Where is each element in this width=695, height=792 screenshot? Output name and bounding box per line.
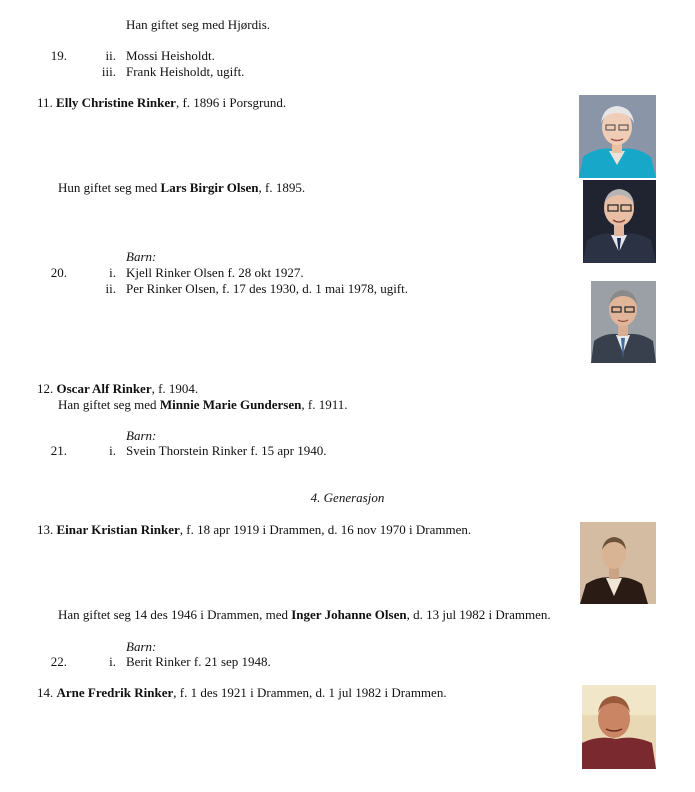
spouse-details: , f. 1895.	[258, 180, 306, 195]
child-roman: ii.	[105, 281, 116, 296]
spouse-line	[58, 180, 305, 196]
spouse-prefix: Han giftet seg 14 des 1946 i Drammen, med	[58, 607, 292, 622]
child-number: 20.	[50, 265, 67, 280]
person-heading	[37, 522, 471, 538]
spouse-prefix: Hun giftet seg med	[58, 180, 161, 195]
spouse-details: , f. 1911.	[301, 397, 348, 412]
portrait-photo	[582, 685, 656, 769]
marriage-line: Han giftet seg med Hjørdis.	[126, 17, 271, 32]
person-number: 14.	[37, 685, 54, 700]
generation-heading: 4. Generasjon	[310, 490, 385, 505]
child-entry: Berit Rinker f. 21 sep 1948.	[126, 654, 271, 669]
child-roman: i.	[109, 654, 116, 669]
child-roman: iii.	[101, 64, 116, 79]
child-number: 21.	[50, 443, 67, 458]
children-label: Barn:	[126, 639, 157, 654]
portrait-photo	[580, 522, 656, 604]
children-label: Barn:	[126, 249, 157, 264]
person-heading	[37, 685, 447, 701]
spouse-name: Inger Johanne Olsen	[291, 607, 407, 622]
person-details: , f. 1904.	[151, 381, 199, 396]
person-heading	[37, 381, 198, 397]
person-name: Elly Christine Rinker	[56, 95, 176, 110]
person-name: Arne Fredrik Rinker	[56, 685, 174, 700]
portrait-photo	[579, 95, 656, 178]
person-details: , f. 1 des 1921 i Drammen, d. 1 jul 1982 i Drammen.	[173, 685, 447, 700]
child-number: 22.	[50, 654, 67, 669]
spouse-name: Minnie Marie Gundersen	[159, 397, 302, 412]
person-number: 13.	[37, 522, 54, 537]
person-details: , f. 18 apr 1919 i Drammen, d. 16 nov 1970 i Drammen.	[179, 522, 472, 537]
portrait-photo	[591, 281, 656, 363]
child-roman: ii.	[105, 48, 116, 63]
person-details: , f. 1896 i Porsgrund.	[175, 95, 287, 110]
child-entry: Kjell Rinker Olsen f. 28 okt 1927.	[126, 265, 304, 280]
spouse-details: , d. 13 jul 1982 i Drammen.	[406, 607, 551, 622]
child-entry: Mossi Heisholdt.	[126, 48, 215, 63]
child-entry: Frank Heisholdt, ugift.	[126, 64, 245, 79]
child-number: 19.	[50, 48, 67, 63]
children-label: Barn:	[126, 428, 157, 443]
child-roman: i.	[109, 265, 116, 280]
person-heading	[37, 95, 286, 111]
child-entry: Svein Thorstein Rinker f. 15 apr 1940.	[126, 443, 327, 458]
child-roman: i.	[109, 443, 116, 458]
spouse-prefix: Han giftet seg med	[58, 397, 160, 412]
spouse-line	[58, 397, 347, 413]
person-name: Einar Kristian Rinker	[56, 522, 180, 537]
person-number: 12.	[37, 381, 54, 396]
spouse-line	[58, 607, 551, 623]
person-name: Oscar Alf Rinker	[56, 381, 152, 396]
person-number: 11.	[37, 95, 53, 110]
portrait-photo	[583, 180, 656, 263]
spouse-name: Lars Birgir Olsen	[160, 180, 259, 195]
child-entry: Per Rinker Olsen, f. 17 des 1930, d. 1 mai 1978, ugift.	[126, 281, 408, 296]
